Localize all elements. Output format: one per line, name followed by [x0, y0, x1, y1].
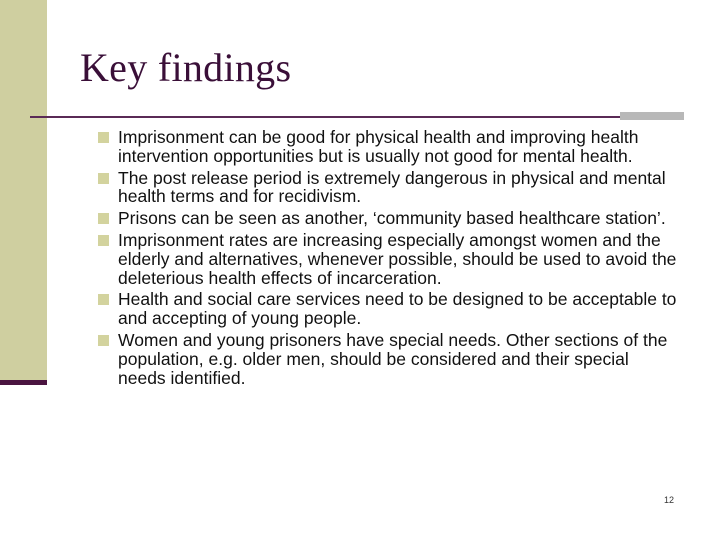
square-bullet-icon [98, 173, 109, 184]
bullet-text: Prisons can be seen as another, ‘community based healthcare station’. [118, 208, 666, 229]
bullet-item [98, 290, 678, 328]
slide-title: Key findings [80, 45, 292, 90]
page-number: 12 [664, 495, 675, 505]
square-bullet-icon [98, 294, 109, 305]
bullet-text: Women and young prisoners have special needs. Other sections of the population, e.g. older men, should be considered and their special needs identified. [118, 329, 668, 388]
bullet-list [98, 128, 678, 390]
side-accent-line [0, 380, 47, 385]
bullet-item [98, 331, 678, 387]
bullet-text: The post release period is extremely dangerous in physical and mental health terms and for recidivism. [118, 167, 666, 207]
square-bullet-icon [98, 235, 109, 246]
square-bullet-icon [98, 335, 109, 346]
bullet-item [98, 209, 678, 228]
side-bar-decoration [0, 0, 47, 382]
bullet-text: Imprisonment rates are increasing especially amongst women and the elderly and alternatives, whenever possible, should be used to avoid the deleterious health effects of incarceration. [118, 229, 677, 288]
bullet-text: Imprisonment can be good for physical health and improving health intervention opportunities but is usually not good for mental health. [118, 127, 639, 166]
square-bullet-icon [98, 213, 109, 224]
bullet-item [98, 231, 678, 287]
bullet-item [98, 128, 678, 166]
title-divider-accent [620, 112, 684, 120]
bullet-item [98, 169, 678, 207]
bullet-text: Health and social care services need to be designed to be acceptable to and accepting of young people. [118, 289, 677, 329]
square-bullet-icon [98, 132, 109, 143]
title-divider [30, 116, 657, 118]
